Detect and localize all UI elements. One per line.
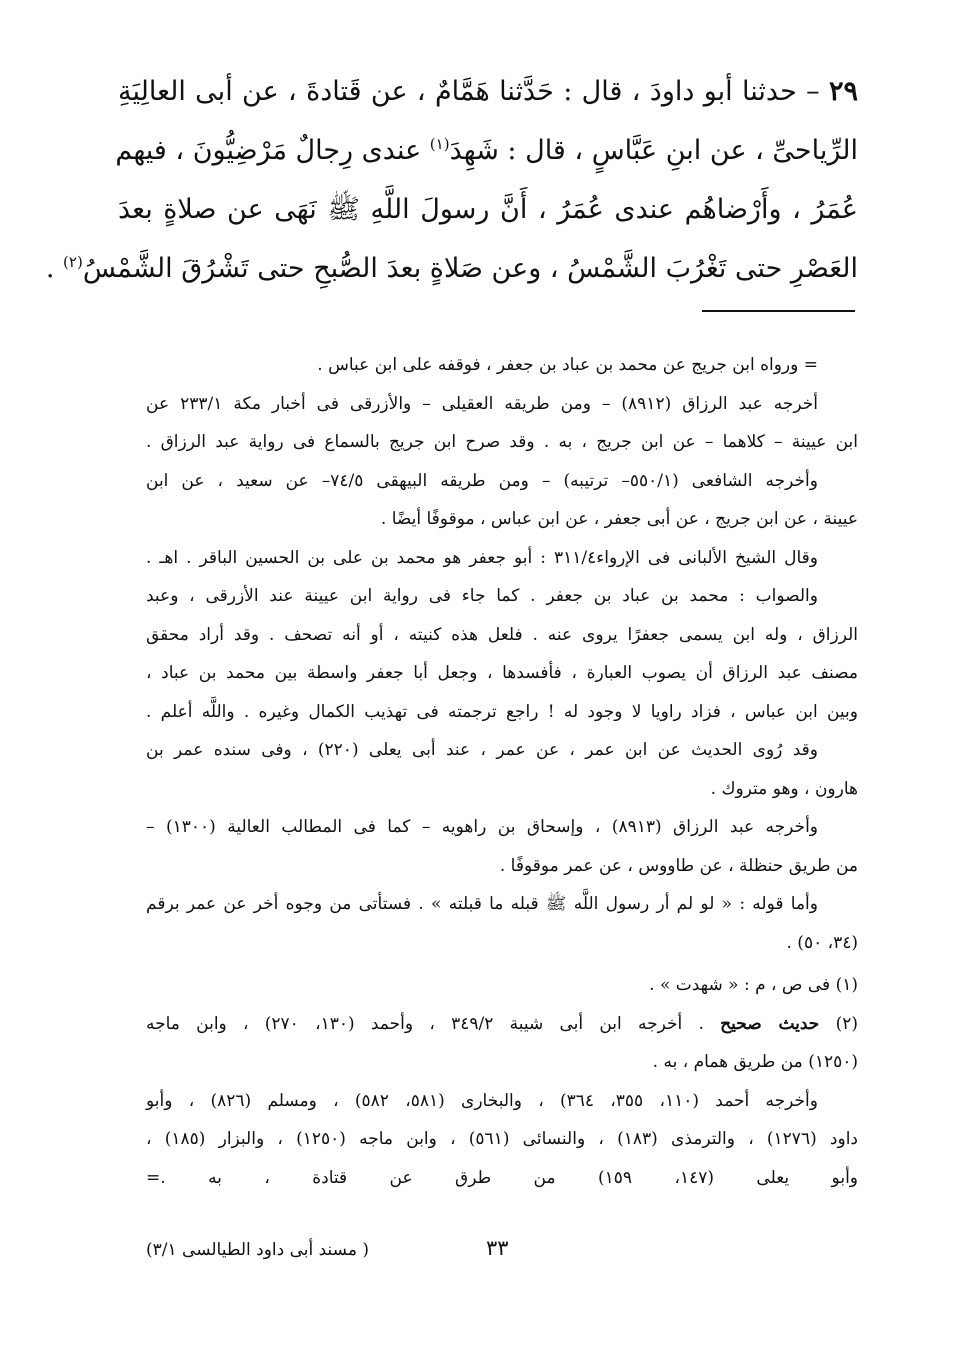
running-title: ( مسند أبى داود الطيالسى ٣/١) bbox=[146, 1240, 369, 1260]
footnote-line: داود (١٢٧٦) ، والترمذى (١٨٣) ، والنسائى (٥٦١) ، وابن ماجه (١٢٥٠) ، والبزار (١٨٥) ، bbox=[146, 1129, 859, 1149]
footnote-line bbox=[146, 1159, 858, 1198]
footnote-marker: (٢) bbox=[63, 253, 83, 271]
footnote-line: هارون ، وهو متروك . bbox=[710, 778, 858, 799]
footnote-line-text: وأبو يعلى (١٤٧، ١٥٩) من طرق عن قتادة ، به . bbox=[160, 1167, 859, 1188]
footnote-1: (١) فى ص ، م : « شهدت » . bbox=[649, 975, 858, 995]
footnote-line: مصنف عبد الرزاق أن يصوب العبارة ، فأفسدها ، وجعل أبا جعفر واسطة بين محمد بن عباد ، bbox=[146, 663, 858, 683]
footnote-2: (٢) حديث صحيح . أخرجه ابن أبى شيبة ٣٤٩/٢ ، وأحمد (١٣٠، ٢٧٠) ، وابن ماجه bbox=[146, 1013, 858, 1034]
footnote-line: وبين ابن عباس ، فزاد راويا لا وجود له ! راجع ترجمته فى تهذيب الكمال وغيره . واللَّه أعلم . bbox=[146, 701, 858, 722]
footnote-line: وأخرجه أحمد (١١٠، ٣٥٥، ٣٦٤) ، والبخارى (٥٨١، ٥٨٢) ، ومسلم (٨٢٦) ، وأبو bbox=[146, 1090, 818, 1111]
hadith-line bbox=[115, 121, 858, 180]
footnote-line: وأخرجه الشافعى (٥٥٠/١– ترتيبه) – ومن طريقه البيهقى ٧٤/٥– عن سعيد ، عن ابن bbox=[146, 470, 818, 491]
footnote-line: وأما قوله : « لو لم أر رسول اللَّه ﷺ قبله ما قبلته » . فستأتى من وجوه أخر عن عمر برقم bbox=[146, 894, 818, 914]
footnote-line: وقد رُوى الحديث عن ابن عمر ، عن عمر ، عند أبى يعلى (٢٢٠) ، وفى سنده عمر بن bbox=[146, 740, 818, 760]
page-number: ٣٣ bbox=[486, 1236, 509, 1260]
hadith-line-part: الرِّياحىِّ ، عن ابنِ عَبَّاسٍ ، قال : شَهِدَ bbox=[449, 135, 858, 166]
footnote-line: والصواب : محمد بن عباد بن جعفر . كما جاء فى رواية ابن عيينة عند الأزرقى ، وعبد bbox=[146, 586, 818, 606]
footnote-line: (٣٤، ٥٠) . bbox=[786, 932, 858, 953]
hadith-line-part: عندى رِجالٌ مَرْضِيُّونَ ، فيهم bbox=[115, 135, 422, 166]
hadith-line-part: العَصْرِ حتى تَغْرُبَ الشَّمْسُ ، وعن صَلاةٍ بعدَ الصُّبحِ حتى تَشْرُقَ الشَّمْسُ bbox=[82, 253, 858, 284]
footnote-line: عيينة ، عن ابن جريج ، عن أبى جعفر ، عن ابن عباس ، موقوفًا أيضًا . bbox=[380, 509, 858, 529]
footnote-line: وقال الشيخ الألبانى فى الإرواء٣١١/٤ : أبو جعفر هو محمد بن على بن الحسين الباقر . اهـ . bbox=[146, 547, 818, 568]
continuation-mark: = bbox=[146, 1167, 161, 1188]
page-footer bbox=[146, 1236, 858, 1270]
footnote-line: = ورواه ابن جريج عن محمد بن عباد بن جعفر ، فوقفه على ابن عباس . bbox=[317, 355, 818, 375]
footnote-marker: (١) bbox=[429, 135, 450, 153]
hadith-line bbox=[45, 239, 858, 298]
footnote-line: وأخرجه عبد الرزاق (٨٩١٣) ، وإسحاق بن راهويه – كما فى المطالب العالية (١٣٠٠) – bbox=[146, 817, 818, 837]
hadith-line-part: . bbox=[45, 253, 64, 284]
hadith-line: ٢٩ – حدثنا أبو داودَ ، قال : حَدَّثنا هَمَّامٌ ، عن قَتادةَ ، عن أبى العالِيَةِ bbox=[118, 76, 858, 107]
grading-label: حديث صحيح bbox=[720, 1013, 820, 1034]
footnote-line: (١٢٥٠) من طريق همام ، به . bbox=[652, 1052, 858, 1072]
footnotes bbox=[146, 346, 858, 1197]
footnote-line: ابن عيينة – كلاهما – عن ابن جريج ، به . وقد صرح ابن جريج بالسماع فى رواية عبد الرزاق . bbox=[146, 432, 858, 452]
footnote-line: من طريق حنظلة ، عن طاووس ، عن عمر موقوفًا . bbox=[499, 855, 858, 876]
footnote-line: الرزاق ، وله ابن يسمى جعفرًا يروى عنه . فلعل هذه كنيته ، أو أنه تصحف . وقد أراد محقق bbox=[146, 624, 858, 645]
hadith-text bbox=[45, 62, 858, 298]
footnote-separator bbox=[702, 310, 855, 312]
hadith-line: عُمَرُ ، وأَرْضاهُم عندى عُمَرُ ، أَنَّ رسولَ اللَّهِ ﷺ نَهَى عن صلاةٍ بعدَ bbox=[118, 194, 858, 225]
hadith-number: ٢٩ bbox=[828, 76, 858, 107]
footnote-line: أخرجه عبد الرزاق (٨٩١٢) – ومن طريقه العقيلى – والأزرقى فى أخبار مكة ٢٣٣/١ عن bbox=[146, 393, 818, 414]
